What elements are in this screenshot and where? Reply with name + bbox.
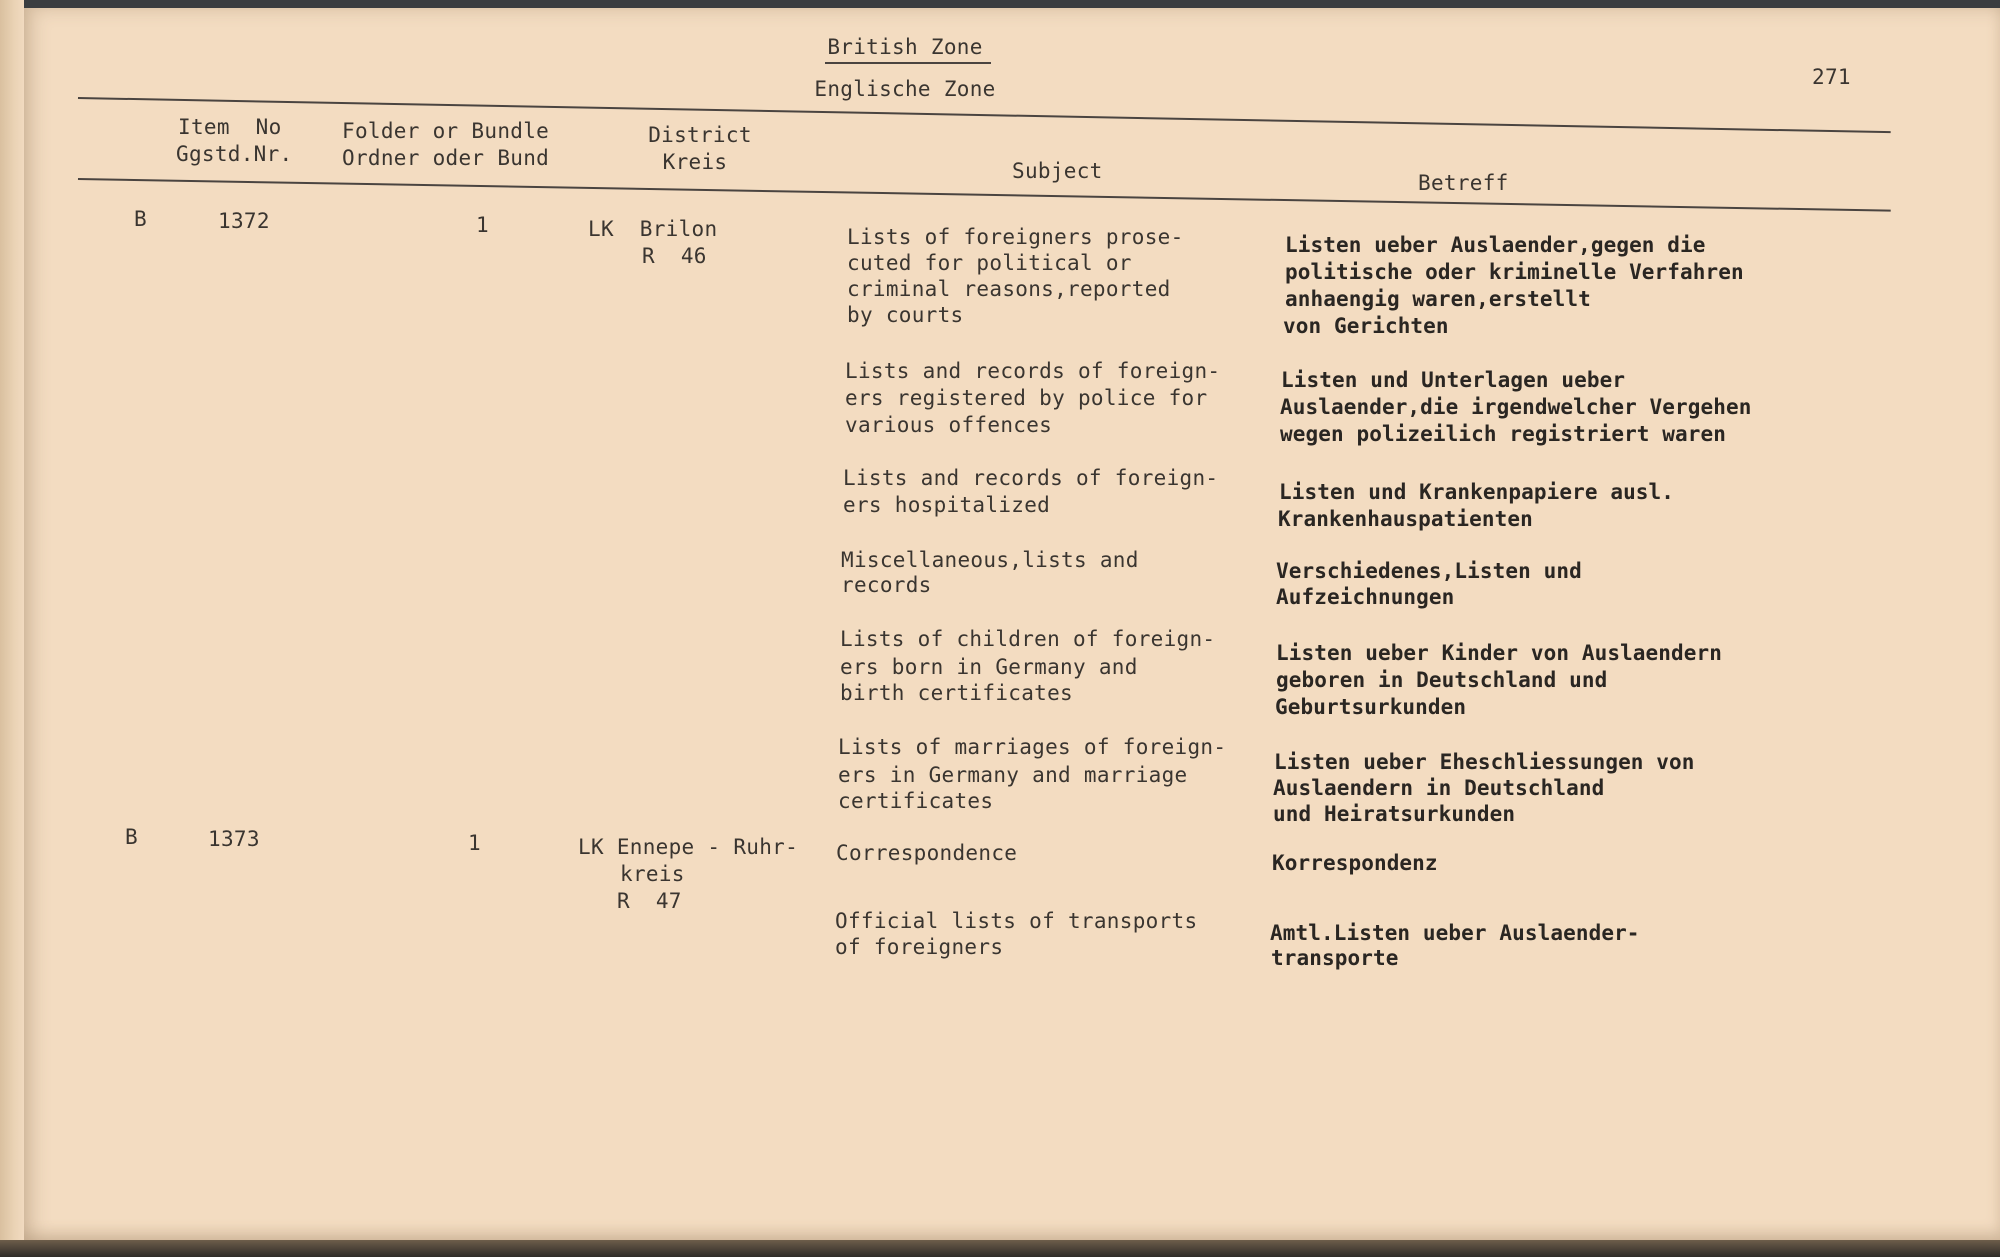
column-header-betreff: Betreff — [1418, 171, 1509, 195]
column-header-subject: Subject — [1012, 159, 1103, 183]
district-name: LK Ennepe - Ruhr- — [578, 835, 799, 859]
zone-title-de: Englische Zone — [814, 77, 996, 101]
item-prefix: B — [134, 207, 147, 231]
item-number: 1373 — [208, 827, 260, 851]
district-name: LK Brilon — [588, 217, 718, 241]
folder-number: 1 — [468, 831, 481, 855]
district-code: R 47 — [617, 889, 682, 913]
page-binding-edge — [0, 0, 24, 1257]
district-name-cont: kreis — [620, 862, 685, 886]
page-number: 271 — [1812, 65, 1851, 89]
folder-number: 1 — [476, 213, 489, 237]
zone-title-en: British Zone — [827, 35, 983, 59]
item-number: 1372 — [218, 209, 270, 233]
page-bottom-edge — [0, 1240, 2000, 1257]
district-code: R 46 — [642, 244, 707, 268]
zone-title-underline — [825, 62, 991, 64]
item-prefix: B — [125, 825, 138, 849]
